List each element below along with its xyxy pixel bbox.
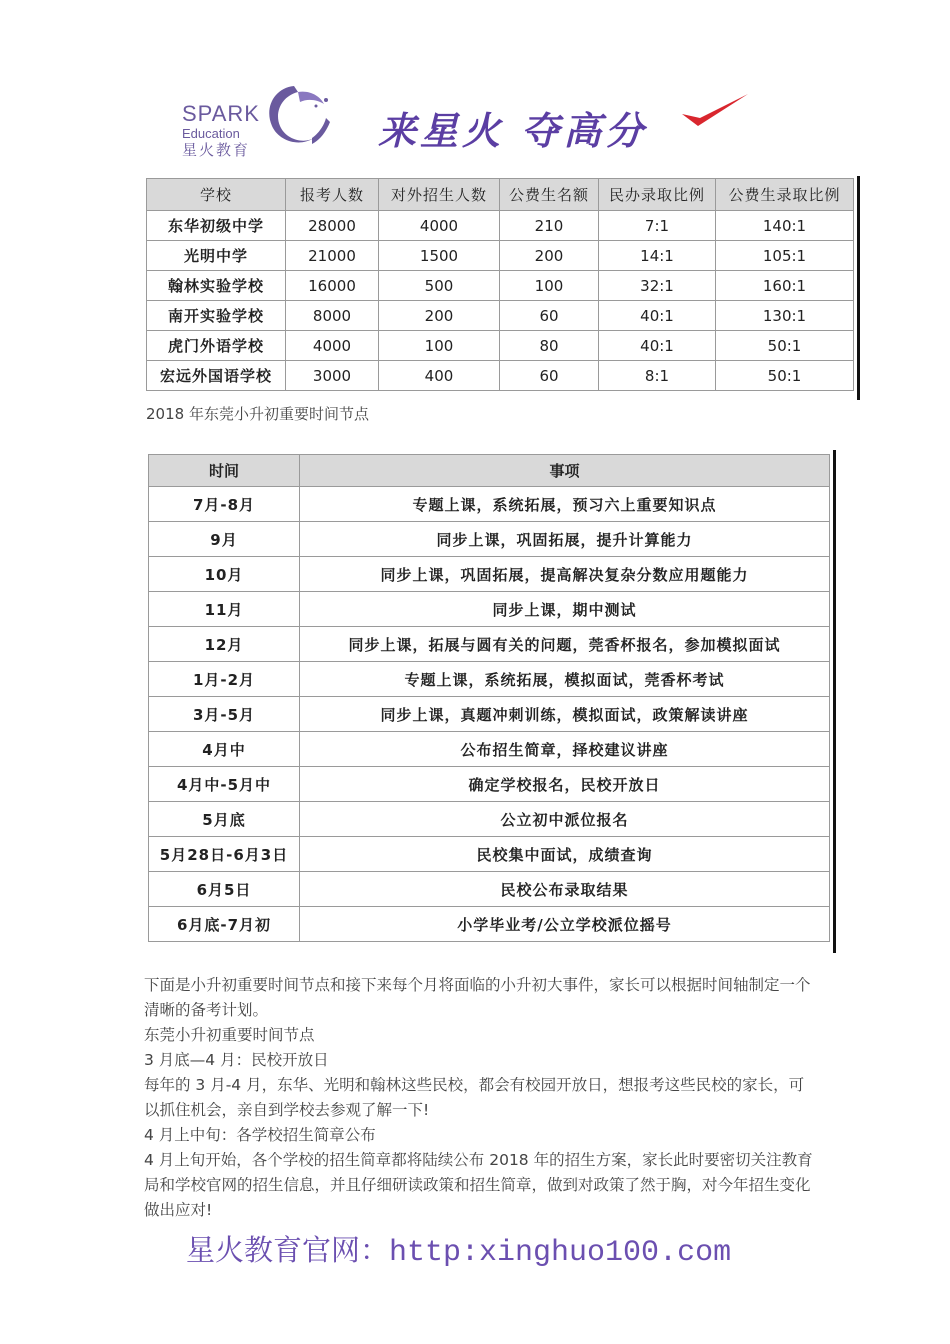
- table-cell: 同步上课，真题冲刺训练，模拟面试，政策解读讲座: [300, 697, 830, 732]
- table-row: [149, 557, 830, 592]
- column-header: 报考人数: [286, 179, 379, 211]
- table-cell: 专题上课，系统拓展，预习六上重要知识点: [300, 487, 830, 522]
- brand-cn: 星火教育: [182, 142, 251, 159]
- table-row: [147, 241, 854, 271]
- article-body: [144, 973, 814, 1223]
- table-cell: 6月底-7月初: [149, 907, 300, 942]
- table-cell: 500: [379, 271, 500, 301]
- table-cell: 8:1: [599, 361, 716, 391]
- table-row: [149, 837, 830, 872]
- table-row: [149, 872, 830, 907]
- admission-ratio-table: [146, 178, 854, 391]
- table-cell: 11月: [149, 592, 300, 627]
- column-header: 公费生录取比例: [716, 179, 854, 211]
- table-cell: 21000: [286, 241, 379, 271]
- column-header: 公费生名额: [500, 179, 599, 211]
- paragraph: 每年的 3 月-4 月，东华、光明和翰林这些民校，都会有校园开放日，想报考这些民校的家长，可以抓住机会，亲自到学校去参观了解一下!: [144, 1076, 805, 1119]
- table-cell: 4000: [286, 331, 379, 361]
- table-row: [149, 627, 830, 662]
- website-link[interactable]: http:xinghuo100.com: [389, 1236, 732, 1270]
- table-cell: 50:1: [716, 361, 854, 391]
- table-cell: 40:1: [599, 331, 716, 361]
- paragraph: 4 月上旬开始，各个学校的招生简章都将陆续公布 2018 年的招生方案，家长此时要密切关注教育局和学校官网的招生信息，并且仔细研读政策和招生简章，做到对政策了然于胸，对今年招生变化做出应对!: [144, 1151, 813, 1219]
- table-cell: 3月-5月: [149, 697, 300, 732]
- table-row: [149, 802, 830, 837]
- table-row: [147, 361, 854, 391]
- table-cell: 210: [500, 211, 599, 241]
- table-cell: 翰林实验学校: [147, 271, 286, 301]
- table-cell: 7月-8月: [149, 487, 300, 522]
- table-cell: 宏远外国语学校: [147, 361, 286, 391]
- table-cell: 3000: [286, 361, 379, 391]
- table-cell: 8000: [286, 301, 379, 331]
- table-cell: 公布招生简章，择校建议讲座: [300, 732, 830, 767]
- paragraph: 4 月上中旬：各学校招生简章公布: [144, 1126, 376, 1144]
- table-cell: 40:1: [599, 301, 716, 331]
- column-header: 学校: [147, 179, 286, 211]
- paragraph: 下面是小升初重要时间节点和接下来每个月将面临的小升初大事件，家长可以根据时间轴制定一个清晰的备考计划。: [144, 976, 811, 1019]
- table-cell: 60: [500, 361, 599, 391]
- table-row: [149, 697, 830, 732]
- column-header: 时间: [149, 455, 300, 487]
- table-cell: 确定学校报名，民校开放日: [300, 767, 830, 802]
- table-cell: 400: [379, 361, 500, 391]
- table-cell: 60: [500, 301, 599, 331]
- table-row: [147, 331, 854, 361]
- table-cell: 5月底: [149, 802, 300, 837]
- timeline-table: [148, 454, 830, 942]
- table-cell: 9月: [149, 522, 300, 557]
- table-cell: 同步上课，拓展与圆有关的问题，莞香杯报名，参加模拟面试: [300, 627, 830, 662]
- table-cell: 100: [379, 331, 500, 361]
- table-edge-bar: [857, 176, 860, 400]
- table-cell: 民校集中面试，成绩查询: [300, 837, 830, 872]
- table-cell: 200: [379, 301, 500, 331]
- table-cell: 7:1: [599, 211, 716, 241]
- table-row: [147, 301, 854, 331]
- table-cell: 公立初中派位报名: [300, 802, 830, 837]
- table-cell: 1500: [379, 241, 500, 271]
- table-row: [149, 487, 830, 522]
- table-cell: 民校公布录取结果: [300, 872, 830, 907]
- table-cell: 80: [500, 331, 599, 361]
- table-header-row: [149, 455, 830, 487]
- page-header: [180, 78, 780, 170]
- paragraph: 东莞小升初重要时间节点: [144, 1026, 315, 1044]
- table-cell: 160:1: [716, 271, 854, 301]
- table-header-row: [147, 179, 854, 211]
- table-row: [149, 767, 830, 802]
- table-row: [147, 211, 854, 241]
- table-cell: 小学毕业考/公立学校派位摇号: [300, 907, 830, 942]
- table-cell: 4月中-5月中: [149, 767, 300, 802]
- table-cell: 专题上课，系统拓展，模拟面试，莞香杯考试: [300, 662, 830, 697]
- footer-website: [186, 1228, 731, 1270]
- spark-logo-text: [182, 102, 260, 160]
- table-cell: 200: [500, 241, 599, 271]
- table-cell: 4000: [379, 211, 500, 241]
- table-cell: 50:1: [716, 331, 854, 361]
- brand-en: SPARK: [182, 101, 260, 126]
- table-cell: 16000: [286, 271, 379, 301]
- table-row: [149, 592, 830, 627]
- table-cell: 虎门外语学校: [147, 331, 286, 361]
- checkmark-icon: [680, 92, 750, 132]
- table-cell: 105:1: [716, 241, 854, 271]
- column-header: 对外招生人数: [379, 179, 500, 211]
- footer-label: 星火教育官网：: [186, 1233, 390, 1267]
- table-row: [147, 271, 854, 301]
- table-cell: 130:1: [716, 301, 854, 331]
- slogan: 来星火 夺高分: [378, 109, 648, 153]
- table-row: [149, 662, 830, 697]
- table-cell: 28000: [286, 211, 379, 241]
- table-cell: 同步上课，巩固拓展，提高解决复杂分数应用题能力: [300, 557, 830, 592]
- table-cell: 14:1: [599, 241, 716, 271]
- table-edge-bar: [833, 450, 836, 953]
- table-cell: 同步上课，巩固拓展，提升计算能力: [300, 522, 830, 557]
- column-header: 民办录取比例: [599, 179, 716, 211]
- table-cell: 100: [500, 271, 599, 301]
- column-header: 事项: [300, 455, 830, 487]
- spark-logo-icon: [254, 78, 334, 158]
- table-cell: 1月-2月: [149, 662, 300, 697]
- table-row: [149, 732, 830, 767]
- table-cell: 12月: [149, 627, 300, 662]
- table-cell: 10月: [149, 557, 300, 592]
- table-cell: 6月5日: [149, 872, 300, 907]
- table-cell: 同步上课，期中测试: [300, 592, 830, 627]
- table-cell: 32:1: [599, 271, 716, 301]
- section-caption: 2018 年东莞小升初重要时间节点: [146, 405, 369, 423]
- table-cell: 5月28日-6月3日: [149, 837, 300, 872]
- table-cell: 南开实验学校: [147, 301, 286, 331]
- table-cell: 140:1: [716, 211, 854, 241]
- table-cell: 东华初级中学: [147, 211, 286, 241]
- table-row: [149, 522, 830, 557]
- table-cell: 4月中: [149, 732, 300, 767]
- brand-en-sub: Education: [182, 126, 240, 141]
- table-row: [149, 907, 830, 942]
- paragraph: 3 月底—4 月：民校开放日: [144, 1051, 329, 1069]
- table-cell: 光明中学: [147, 241, 286, 271]
